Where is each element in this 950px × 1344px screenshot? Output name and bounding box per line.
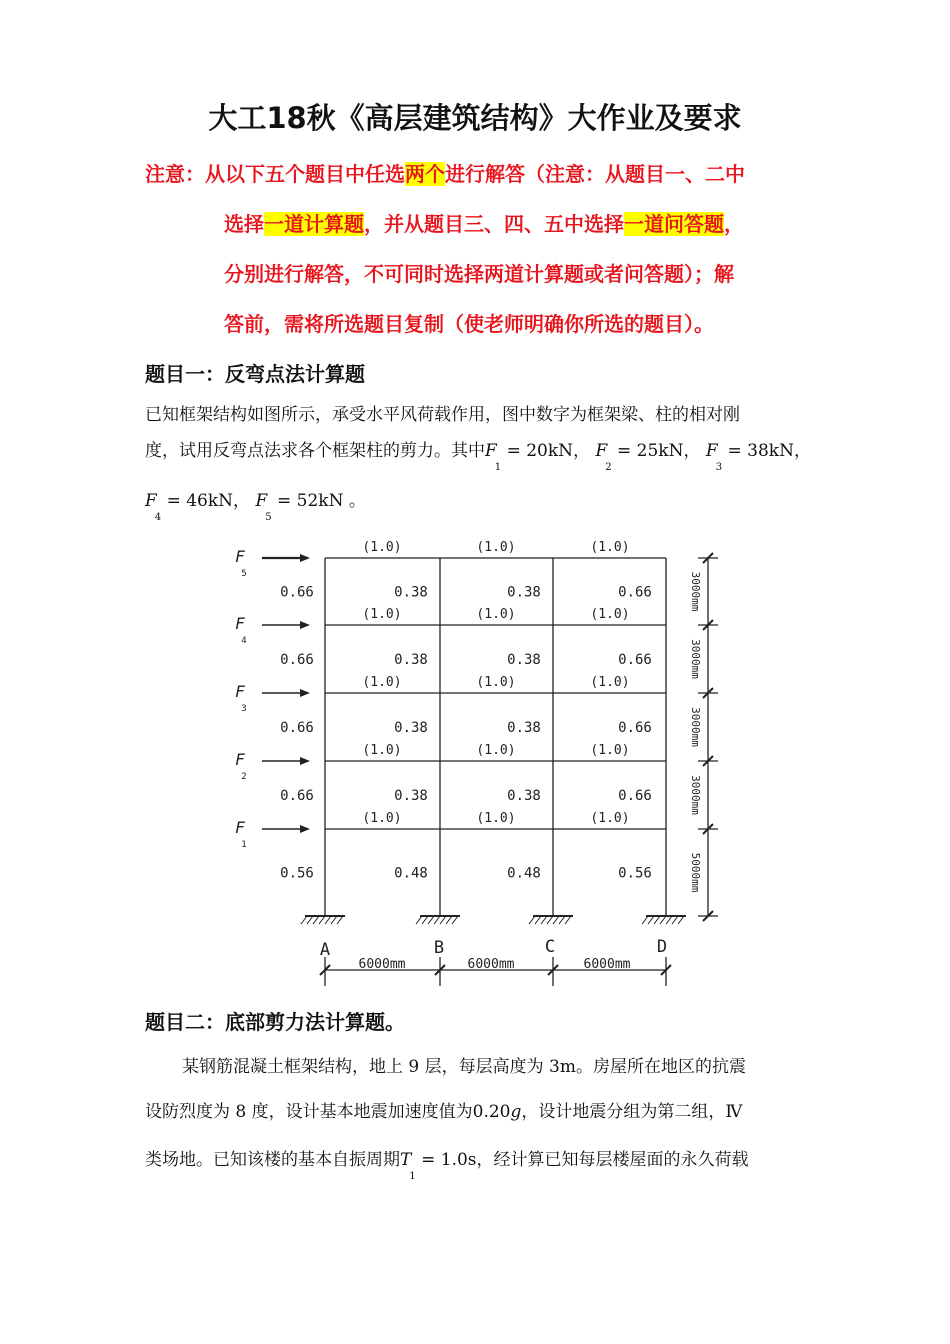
column-stiffness-label: 0.56 xyxy=(618,865,652,882)
force-value: = 46kN xyxy=(166,491,234,511)
fixed-support-hatch xyxy=(553,916,559,924)
load-label: F xyxy=(235,750,245,769)
load-arrow-head xyxy=(300,825,310,833)
beam-stiffness-label: (1.0) xyxy=(590,540,630,555)
column-stiffness-label: 0.66 xyxy=(618,788,652,804)
fixed-support-hatch xyxy=(666,916,672,924)
q2-line-2 xyxy=(145,1097,742,1122)
beam-stiffness-label: (1.0) xyxy=(362,675,402,690)
q1-text: 度，试用反弯点法求各个框架柱的剪力。其中 xyxy=(145,441,485,461)
force-value: = 52kN xyxy=(277,491,344,511)
force-value: = 38kN xyxy=(727,441,794,461)
fixed-support-hatch xyxy=(529,916,535,924)
fixed-support-hatch xyxy=(422,916,428,924)
column-stiffness-label: 0.66 xyxy=(618,652,652,668)
span-length-label: 6000mm xyxy=(583,957,631,972)
fixed-support-hatch xyxy=(654,916,660,924)
notice-highlight: 一道计算题 xyxy=(264,212,364,236)
fixed-support-hatch xyxy=(559,916,565,924)
force-symbol: F xyxy=(485,441,497,461)
beam-stiffness-label: (1.0) xyxy=(476,675,516,690)
column-stiffness-label: 0.56 xyxy=(280,865,314,882)
column-stiffness-label: 0.66 xyxy=(618,720,652,736)
fixed-support-hatch xyxy=(672,916,678,924)
notice-text: ， xyxy=(724,212,744,236)
period-symbol: T xyxy=(400,1150,412,1170)
force-value: = 20kN xyxy=(506,441,574,461)
period: 。 xyxy=(348,491,366,511)
q1-heading: 题目一：反弯点法计算题 xyxy=(145,362,365,386)
column-stiffness-label: 0.38 xyxy=(394,584,428,601)
force-subscript: 3 xyxy=(715,462,723,473)
force-symbol: F xyxy=(145,491,157,511)
load-subscript: 4 xyxy=(241,636,247,646)
column-stiffness-label: 0.38 xyxy=(507,652,541,668)
q2-text: 设防烈度为 8 度，设计基本地震加速度值为 xyxy=(145,1102,473,1122)
load-label: F xyxy=(235,818,245,837)
separator: ， xyxy=(683,441,701,461)
beam-stiffness-label: (1.0) xyxy=(590,743,630,758)
q2-heading: 题目二：底部剪力法计算题。 xyxy=(145,1010,405,1034)
period-value: = 1.0s xyxy=(421,1150,477,1170)
fixed-support-hatch xyxy=(535,916,541,924)
column-stiffness-label: 0.66 xyxy=(280,584,314,601)
column-stiffness-label: 0.38 xyxy=(394,652,428,668)
q2-text: 类场地。已知该楼的基本自振周期 xyxy=(145,1150,400,1170)
column-stiffness-label: 0.38 xyxy=(507,788,541,804)
story-height-label: 3000mm xyxy=(689,775,702,815)
story-height-label: 5000mm xyxy=(689,852,702,893)
fixed-support-hatch xyxy=(307,916,313,924)
load-subscript: 3 xyxy=(241,704,247,714)
column-stiffness-label: 0.38 xyxy=(507,720,541,736)
separator: ， xyxy=(793,441,811,461)
q2-text: ，经计算已知每层楼屋面的永久荷载 xyxy=(476,1150,749,1170)
accel-symbol: g xyxy=(510,1102,522,1122)
column-stiffness-label: 0.48 xyxy=(394,865,428,882)
notice-text: 注意：从以下五个题目中任选 xyxy=(145,162,405,186)
fixed-support-hatch xyxy=(416,916,422,924)
force-subscript: 1 xyxy=(494,462,502,473)
force-symbol: F xyxy=(705,441,718,461)
column-stiffness-label: 0.66 xyxy=(280,720,314,736)
force-symbol: F xyxy=(255,491,268,511)
fixed-support-hatch xyxy=(648,916,654,924)
column-stiffness-label: 0.38 xyxy=(507,584,541,601)
fixed-support-hatch xyxy=(660,916,666,924)
span-length-label: 6000mm xyxy=(358,957,406,972)
column-stiffness-label: 0.38 xyxy=(394,788,428,804)
fixed-support-hatch xyxy=(678,916,684,924)
axis-label: D xyxy=(656,937,668,957)
fixed-support-hatch xyxy=(319,916,325,924)
force-subscript: 4 xyxy=(154,512,162,523)
fixed-support-hatch xyxy=(446,916,452,924)
fixed-support-hatch xyxy=(434,916,440,924)
load-subscript: 1 xyxy=(241,840,247,850)
force-symbol: F xyxy=(595,441,608,461)
fixed-support-hatch xyxy=(565,916,571,924)
axis-label: B xyxy=(433,938,445,958)
beam-stiffness-label: (1.0) xyxy=(590,811,630,826)
load-label: F xyxy=(235,614,245,633)
load-label: F xyxy=(235,547,245,566)
axis-label: C xyxy=(544,937,556,957)
notice-text: 选择 xyxy=(224,212,264,236)
notice-highlight: 两个 xyxy=(405,162,445,186)
beam-stiffness-label: (1.0) xyxy=(590,675,630,690)
separator: ， xyxy=(573,441,591,461)
beam-stiffness-label: (1.0) xyxy=(362,811,402,826)
story-height-label: 3000mm xyxy=(689,707,702,747)
column-stiffness-label: 0.66 xyxy=(280,788,314,804)
fixed-support-hatch xyxy=(452,916,458,924)
fixed-support-hatch xyxy=(642,916,648,924)
fixed-support-hatch xyxy=(331,916,337,924)
story-height-label: 3000mm xyxy=(689,571,702,612)
q1-paragraph-line-1: 已知框架结构如图所示，承受水平风荷载作用，图中数字为框架梁、柱的相对刚 xyxy=(145,405,740,425)
load-arrow-head xyxy=(300,757,310,765)
fixed-support-hatch xyxy=(301,916,307,924)
notice-text: ，并从题目三、四、五中选择 xyxy=(364,212,624,236)
load-label: F xyxy=(235,682,245,701)
load-arrow-head xyxy=(300,689,310,697)
fixed-support-hatch xyxy=(428,916,434,924)
accel-value: 0.20 xyxy=(472,1102,511,1122)
page-title: 大工18秋《高层建筑结构》大作业及要求 xyxy=(208,101,742,135)
column-stiffness-label: 0.38 xyxy=(394,720,428,736)
period-subscript: 1 xyxy=(409,1171,416,1182)
beam-stiffness-label: (1.0) xyxy=(476,811,516,826)
column-stiffness-label: 0.66 xyxy=(618,584,652,601)
beam-stiffness-label: (1.0) xyxy=(362,540,402,555)
fixed-support-hatch xyxy=(337,916,343,924)
story-height-label: 3000mm xyxy=(689,639,702,679)
notice-line-3: 分别进行解答，不可同时选择两道计算题或者问答题）；解 xyxy=(224,262,734,286)
column-stiffness-label: 0.48 xyxy=(507,865,541,882)
span-length-label: 6000mm xyxy=(467,957,515,972)
separator: ， xyxy=(233,491,251,511)
fixed-support-hatch xyxy=(313,916,319,924)
beam-stiffness-label: (1.0) xyxy=(362,743,402,758)
beam-stiffness-label: (1.0) xyxy=(476,607,516,622)
fixed-support-hatch xyxy=(547,916,553,924)
q2-text: ，设计地震分组为第二组，Ⅳ xyxy=(521,1102,743,1122)
load-subscript: 2 xyxy=(241,772,247,782)
beam-stiffness-label: (1.0) xyxy=(590,607,630,622)
load-subscript: 5 xyxy=(241,569,247,579)
beam-stiffness-label: (1.0) xyxy=(362,607,402,622)
force-subscript: 2 xyxy=(605,462,612,473)
fixed-support-hatch xyxy=(325,916,331,924)
notice-highlight: 一道问答题 xyxy=(624,212,724,236)
load-arrow-head xyxy=(300,554,310,562)
notice-line-4: 答前，需将所选题目复制（使老师明确你所选的题目）。 xyxy=(224,312,714,336)
axis-label: A xyxy=(319,940,331,960)
beam-stiffness-label: (1.0) xyxy=(476,540,516,555)
load-arrow-head xyxy=(300,621,310,629)
q2-line-1: 某钢筋混凝土框架结构，地上 9 层，每层高度为 3m。房屋所在地区的抗震 xyxy=(182,1057,746,1077)
fixed-support-hatch xyxy=(541,916,547,924)
force-subscript: 5 xyxy=(265,512,272,523)
beam-stiffness-label: (1.0) xyxy=(476,743,516,758)
fixed-support-hatch xyxy=(440,916,446,924)
notice-text: 进行解答（注意：从题目一、二中 xyxy=(445,162,745,186)
column-stiffness-label: 0.66 xyxy=(280,652,314,668)
force-value: = 25kN xyxy=(617,441,684,461)
q2-line-3 xyxy=(145,1145,749,1182)
